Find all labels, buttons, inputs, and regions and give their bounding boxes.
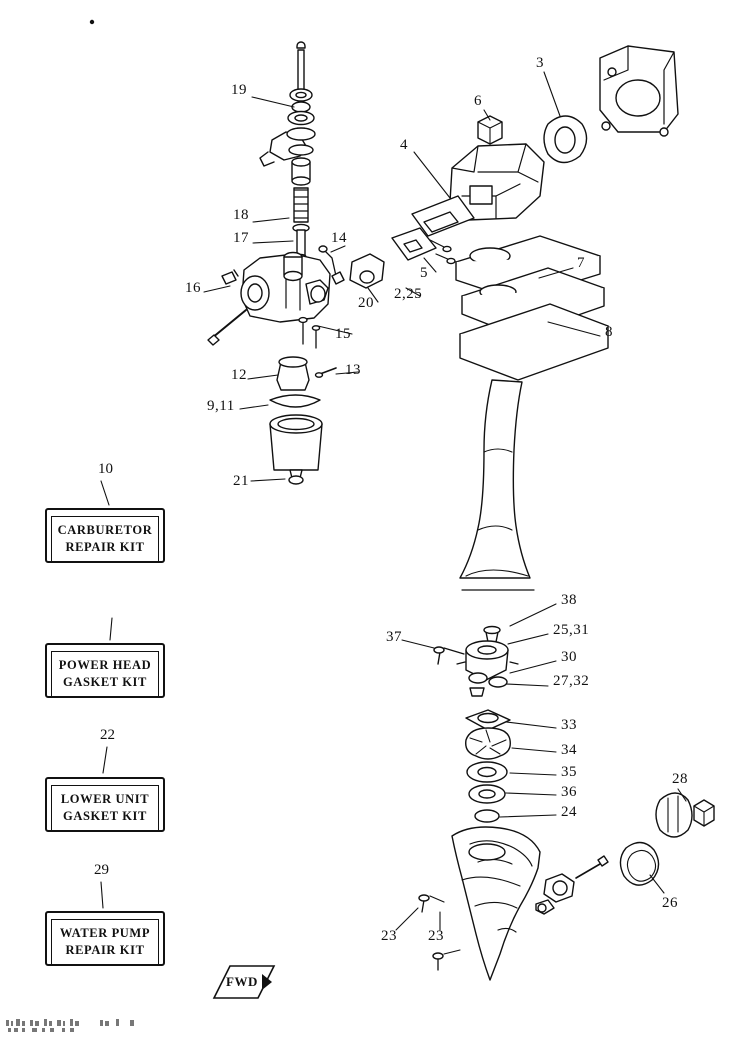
callout-25-31: 25,31 [553,622,590,638]
kit-lower-unit-line-2: GASKET KIT [63,809,147,823]
callout-20: 20 [358,295,374,311]
callout-4: 4 [400,137,408,153]
callout-17: 17 [233,230,249,246]
callout-3: 3 [536,55,544,71]
callout-36: 36 [561,784,577,800]
kit-water-pump-number: 29 [94,862,109,878]
callout-34: 34 [561,742,577,758]
callout-5: 5 [420,265,428,281]
callout-38: 38 [561,592,577,608]
kit-carburetor-number: 10 [98,461,113,477]
kit-water-pump-box[interactable] [45,911,165,966]
kit-power-head-gasket-box[interactable] [45,643,165,698]
callout-21: 21 [233,473,249,489]
callout-30: 30 [561,649,577,665]
callout-12: 12 [231,367,247,383]
callout-37: 37 [386,629,402,645]
kit-power-head-line-2: GASKET KIT [63,675,147,689]
callout-28: 28 [672,771,688,787]
callout-33: 33 [561,717,577,733]
callout-27-32: 27,32 [553,673,590,689]
kit-carburetor-box[interactable] [45,508,165,563]
callout-35: 35 [561,764,577,780]
fwd-direction-marker [210,962,278,1002]
callout-6: 6 [474,93,482,109]
footer-microtext [4,1017,244,1036]
kit-lower-unit-gasket-box[interactable] [45,777,165,832]
kit-lower-unit-line-1: LOWER UNIT [60,792,150,806]
kit-water-pump-line-2: REPAIR KIT [65,943,145,957]
kit-power-head-line-1: POWER HEAD [58,658,152,672]
callout-7: 7 [577,255,585,271]
callout-2-25: 2,25 [394,286,423,302]
callout-24: 24 [561,804,577,820]
callout-18: 18 [233,207,249,223]
callout-15: 15 [335,326,351,342]
callout-23-right: 23 [428,928,444,944]
kit-lower-unit-number: 22 [100,727,115,743]
footer-microtext-glyphs [4,1017,244,1033]
callout-16: 16 [185,280,201,296]
callout-9-11: 9,11 [207,398,235,414]
callout-19: 19 [231,82,247,98]
kit-carburetor-line-1: CARBURETOR [57,523,153,537]
callout-26: 26 [662,895,678,911]
callout-8: 8 [605,324,613,340]
kit-water-pump-line-1: WATER PUMP [59,926,151,940]
callout-13: 13 [345,362,361,378]
kit-carburetor-line-2: REPAIR KIT [65,540,145,554]
callout-14: 14 [331,230,347,246]
callout-23-left: 23 [381,928,397,944]
fwd-label: FWD [226,974,258,989]
